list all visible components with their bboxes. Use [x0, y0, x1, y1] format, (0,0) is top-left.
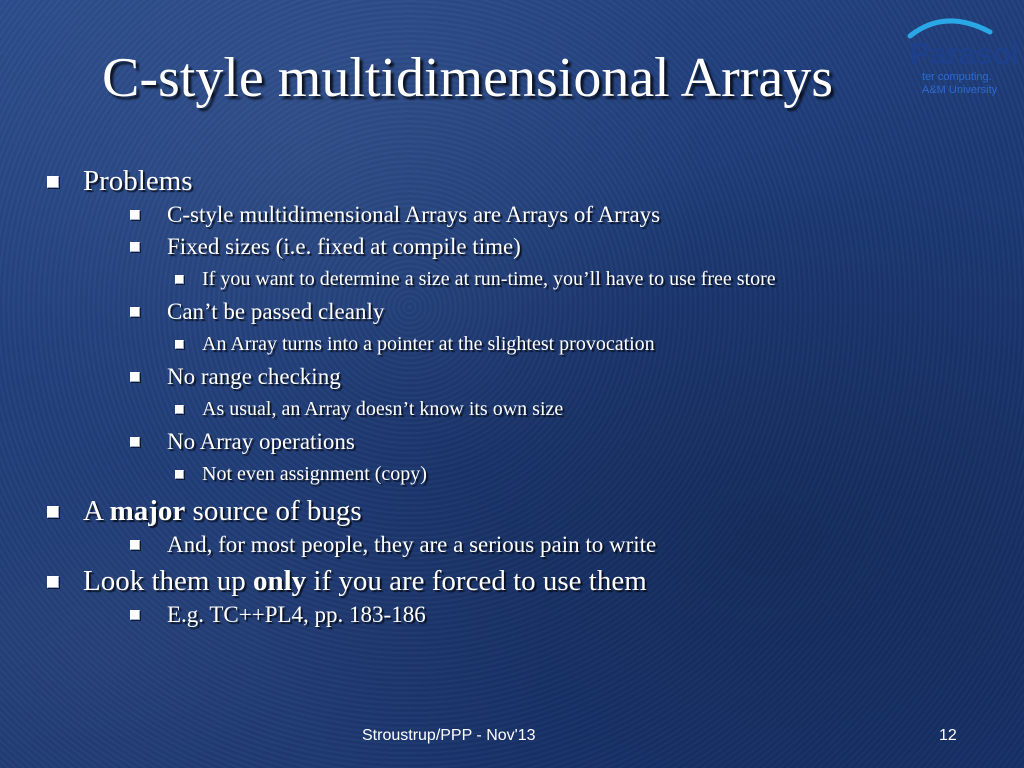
sub-bullet	[128, 599, 1004, 631]
bullet-text	[83, 565, 647, 597]
bullet-list	[44, 163, 1004, 631]
sub-bullet-text: Fixed sizes (i.e. fixed at compile time)	[167, 234, 521, 259]
sub-bullet	[128, 529, 1004, 561]
logo-university: A&M University	[922, 84, 998, 96]
slide-title: C-style multidimensional Arrays	[102, 47, 834, 109]
bullet-text-pre: Look them up	[83, 565, 253, 597]
sub-list	[128, 199, 1004, 491]
sub-sub-bullet-text: Not even assignment (copy)	[202, 463, 427, 485]
sub-bullet-text: No Array operations	[167, 429, 355, 454]
sub-sub-bullet-text: As usual, an Array doesn’t know its own size	[202, 398, 564, 420]
sub-bullet-text: E.g. TC++PL4, pp. 183-186	[167, 602, 426, 627]
bullet-problems	[44, 163, 1004, 491]
square-bullet-icon	[47, 576, 59, 588]
sub-bullet	[128, 231, 1004, 296]
sub-sub-list	[173, 263, 1004, 296]
sub-sub-bullet	[173, 328, 1004, 361]
square-bullet-icon	[175, 340, 184, 349]
sub-sub-bullet	[173, 393, 1004, 426]
square-bullet-icon	[175, 275, 184, 284]
bullet-text-post: source of bugs	[185, 495, 362, 527]
sub-bullet-text: Can’t be passed cleanly	[167, 299, 385, 324]
square-bullet-icon	[130, 372, 140, 382]
slide-content	[44, 163, 1004, 633]
sub-sub-bullet-text: An Array turns into a pointer at the slightest provocation	[202, 333, 655, 355]
sub-list	[128, 529, 1004, 561]
square-bullet-icon	[130, 437, 140, 447]
bullet-text-post: if you are forced to use them	[306, 565, 647, 597]
square-bullet-icon	[130, 610, 140, 620]
sub-sub-list	[173, 393, 1004, 426]
square-bullet-icon	[130, 210, 140, 220]
sub-bullet-text: And, for most people, they are a serious pain to write	[167, 532, 657, 557]
sub-bullet	[128, 199, 1004, 231]
square-bullet-icon	[130, 242, 140, 252]
bullet-text-emphasis: only	[252, 565, 307, 597]
sub-sub-list	[173, 458, 1004, 491]
square-bullet-icon	[130, 540, 140, 550]
sub-bullet-text: C-style multidimensional Arrays are Arrays of Arrays	[167, 202, 661, 227]
sub-bullet	[128, 361, 1004, 426]
bullet-text-emphasis: major	[109, 495, 186, 527]
sub-sub-bullet-text: If you want to determine a size at run-time, you’ll have to use free store	[202, 268, 776, 290]
square-bullet-icon	[175, 470, 184, 479]
bullet-text: Problems	[83, 165, 193, 197]
sub-sub-list	[173, 328, 1004, 361]
sub-sub-bullet	[173, 263, 1004, 296]
square-bullet-icon	[175, 405, 184, 414]
sub-bullet-text: No range checking	[167, 364, 341, 389]
bullet-major-source	[44, 493, 1004, 561]
square-bullet-icon	[47, 176, 59, 188]
logo-wordmark: Parasol	[910, 36, 1019, 71]
footer-text: Stroustrup/PPP - Nov'13	[362, 727, 536, 744]
page-number: 12	[939, 727, 957, 744]
parasol-logo	[890, 14, 1020, 104]
bullet-text-pre: A	[83, 495, 110, 527]
square-bullet-icon	[47, 506, 59, 518]
bullet-text	[83, 495, 362, 527]
sub-sub-bullet	[173, 458, 1004, 491]
sub-list	[128, 599, 1004, 631]
sub-bullet	[128, 296, 1004, 361]
logo-tagline: ter computing.	[922, 71, 992, 83]
square-bullet-icon	[130, 307, 140, 317]
bullet-look-them-up	[44, 563, 1004, 631]
sub-bullet	[128, 426, 1004, 491]
